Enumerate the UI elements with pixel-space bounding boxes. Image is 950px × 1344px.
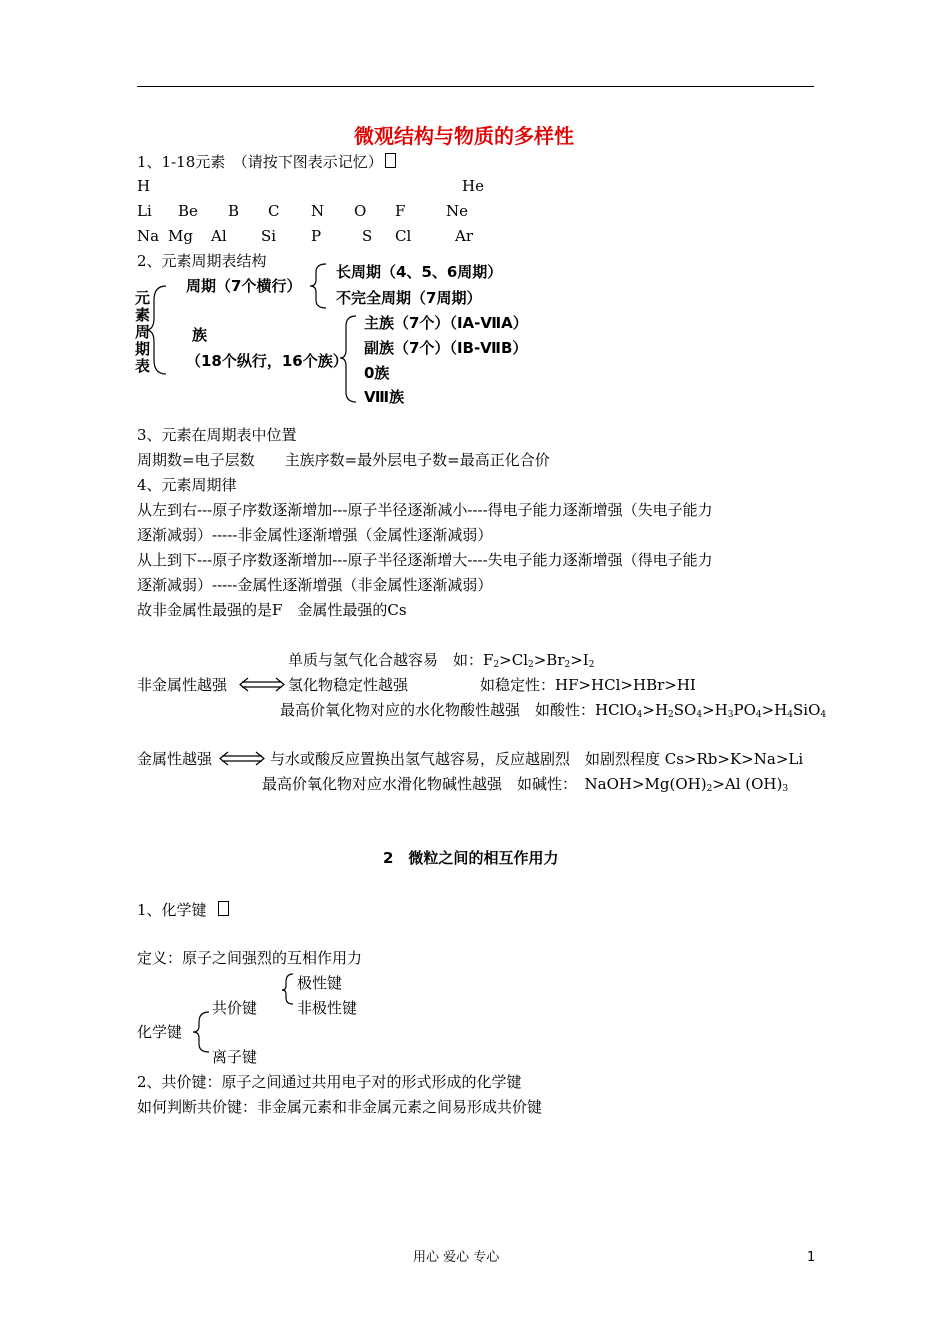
zero-group: 0族 [364,364,390,382]
periodic-law-line-1: 从左到右---原子序数逐渐增加---原子半径逐渐减小----得电子能力逐渐增强（失电子能力 [137,501,713,519]
periodic-law-line-2: 逐渐减弱）-----非金属性逐渐增强（金属性逐渐减弱） [137,526,493,544]
covalent-brace [282,974,293,1004]
element-H: H [137,177,151,195]
group-label: 族 [192,326,208,344]
long-period: 长周期（4、5、6周期） [336,263,503,281]
ionic-bond: 离子键 [212,1048,258,1066]
footer-text: 用心 爱心 专心 [413,1250,500,1265]
chem-bond-brace [193,1012,209,1052]
element-S: S [362,227,373,245]
incomplete-period: 不完全周期（7周期） [336,289,482,307]
metal-item-1: 与水或酸反应置换出氢气越容易，反应越剧烈 如剧烈程度 Cs>Rb>K>Na>Li [270,750,804,768]
nonmetal-item-1: 单质与氢气化合越容易 如：$F_2>Cl_2>Br_2>I_2$ [288,651,595,670]
section-3-heading: 3、元素在周期表中位置 [137,426,297,444]
nonmetal-item-2-example: 如稳定性：HF>HCl>HBr>HI [480,676,696,694]
element-O: O [354,202,367,220]
element-N: N [311,202,325,220]
nonmetal-item-3: 最高价氧化物对应的水化物酸性越强 如酸性：$HClO_4>H_2SO_4>H_3PO_4>H_4SiO_4$ [280,701,827,720]
element-Na: Na [137,227,160,245]
root-brace [146,286,166,374]
periodic-law-line-3: 从上到下---原子序数逐渐增加---原子半径逐渐增大----失电子能力逐渐增强（得电子能力 [137,551,713,569]
element-Mg: Mg [168,227,193,245]
element-Si: Si [261,227,277,245]
periodic-law-line-4: 逐渐减弱）-----金属性逐渐增强（非金属性逐渐减弱） [137,576,493,594]
periodic-law-line-5: 故非金属性最强的是F 金属性最强的Cs [137,601,407,619]
element-P: P [311,227,322,245]
covalent-bond: 共价键 [212,999,258,1017]
element-Ne: Ne [446,202,469,220]
section-2-heading: 2、元素周期表结构 [137,252,267,270]
position-rule: 周期数=电子层数 主族序数=最外层电子数=最高正化合价 [137,451,550,469]
element-Ar: Ar [455,227,474,245]
element-Cl: Cl [395,227,412,245]
page-number: 1 [807,1250,816,1265]
bond-definition: 定义：原子之间强烈的互相作用力 [137,949,363,967]
period-label: 周期（7个横行） [186,277,302,295]
covalent-definition: 2、共价键：原子之间通过共用电子对的形式形成的化学键 [137,1073,522,1091]
element-C: C [268,202,280,220]
chemical-bond-heading: 1、化学键 [137,901,229,918]
nonmetal-label: 非金属性越强 [137,676,228,694]
page-title: 微观结构与物质的多样性 [354,124,574,148]
element-B: B [228,202,240,220]
metal-item-2: 最高价氧化物对应水滑化物碱性越强 如碱性： $NaOH>Mg(OH)_2>Al$ $(OH)_3$ [262,775,789,794]
period-brace [310,264,326,308]
section-1-heading: 1、1-18元素 （请按下图表示记忆） [137,153,396,170]
viii-group: Ⅷ族 [364,388,405,406]
group-note: （18个纵行，16个族） [186,352,348,370]
element-He: He [462,177,484,195]
element-Be: Be [178,202,198,220]
nonmetal-arrow [240,678,284,691]
element-Al: Al [211,227,227,245]
metal-arrow [220,752,264,765]
metal-label: 金属性越强 [137,750,213,768]
sub-group: 副族（7个）（ⅠB-ⅦB） [364,339,528,357]
nonpolar-bond: 非极性键 [297,999,358,1017]
nonmetal-item-2: 氢化物稳定性越强 [288,676,409,694]
chapter-2-heading: 2 微粒之间的相互作用力 [383,849,559,867]
element-F: F [395,202,406,220]
chemical-bond-label: 化学键 [137,1023,183,1041]
box-icon [218,901,229,916]
polar-bond: 极性键 [297,974,343,992]
covalent-judgement: 如何判断共价键：非金属元素和非金属元素之间易形成共价键 [137,1098,543,1116]
main-group: 主族（7个）（ⅠA-ⅦA） [364,314,528,332]
periodic-table-label: 元 素 周 期 表 [135,289,151,375]
element-Li-label: Li [137,202,152,220]
section-4-heading: 4、元素周期律 [137,476,237,494]
